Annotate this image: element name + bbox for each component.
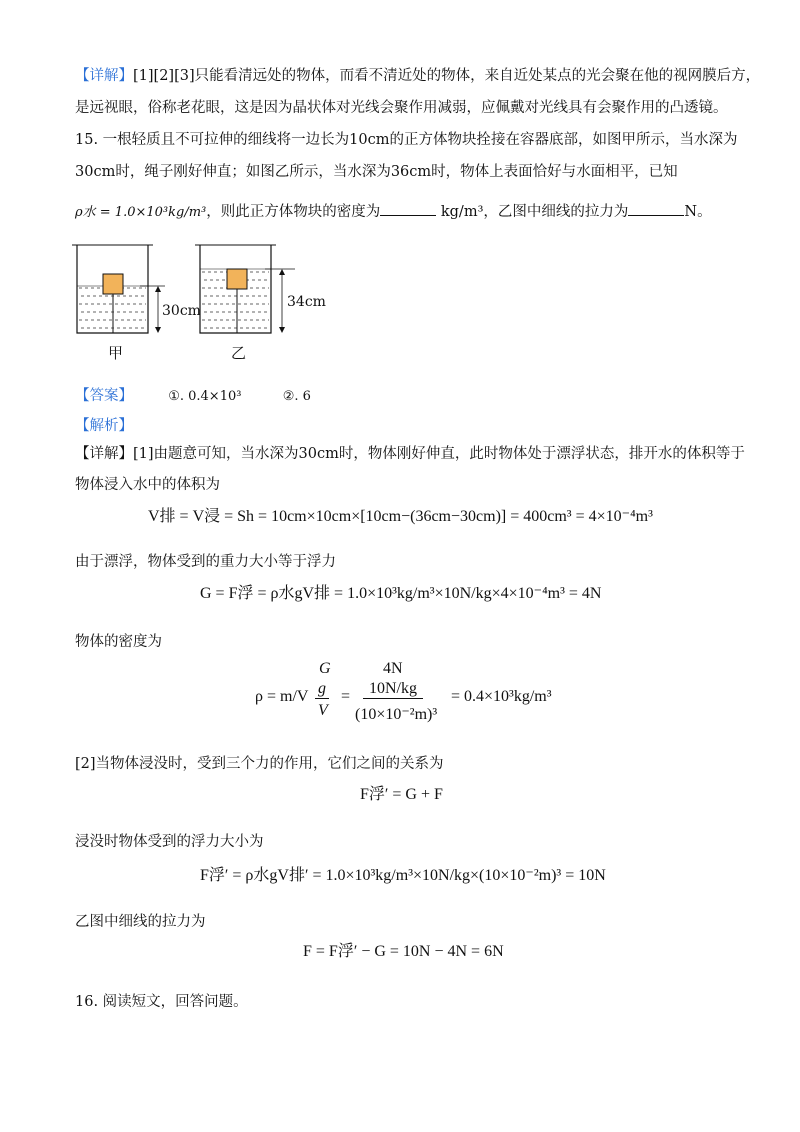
given-density: ρ水 = 1.0×10³kg/m³ (75, 205, 207, 220)
answer-blank-2[interactable] (628, 201, 684, 216)
prev-detail-line-1: 【详解】[1][2][3]只能看清远处的物体，而看不清近处的物体，来自近处某点的光会聚在他的视网膜后方， (75, 68, 761, 84)
question-15-line-2: 30cm时，绳子刚好伸直；如图乙所示，当水深为36cm时，物体上表面恰好与水面相平，已知 (75, 164, 678, 180)
density-4N: 4N (383, 660, 403, 677)
container-left (72, 245, 165, 333)
detail-tag: 【详解】 (75, 68, 133, 84)
label-34cm: 34cm (287, 294, 326, 310)
detail-line-3: 由于漂浮，物体受到的重力大小等于浮力 (75, 554, 336, 570)
detail-line-6: 浸没时物体受到的浮力大小为 (75, 834, 264, 850)
block-left (103, 274, 123, 294)
block-right (227, 269, 247, 289)
detail-line-1: 【详解】[1]由题意可知，当水深为30cm时，物体刚好伸直，此时物体处于漂浮状态，排开水的体积等于 (75, 446, 745, 462)
container-right (195, 245, 295, 333)
formula-forces: F浮′ = G + F (360, 786, 443, 803)
question-16-line-1: 16. 阅读短文，回答问题。 (75, 994, 248, 1010)
question-15-line-3: ρ水 = 1.0×10³kg/m³，则此正方体物块的密度为 kg/m³，乙图中细线的拉力为 N。 (75, 200, 712, 221)
detail-line-5: [2]当物体浸没时，受到三个力的作用，它们之间的关系为 (75, 756, 444, 772)
caption-yi: 乙 (231, 344, 247, 362)
prev-detail-line-2: 是远视眼，俗称老花眼，这是因为晶状体对光线会聚作用减弱，应佩戴对光线具有会聚作用的凸透镜。 (75, 100, 728, 116)
detail-line-7: 乙图中细线的拉力为 (75, 914, 206, 930)
density-result: = 0.4×10³kg/m³ (451, 688, 552, 705)
density-vol: (10×10⁻²m)³ (355, 706, 438, 723)
density-g: g (315, 680, 329, 699)
formula-gravity: G = F浮 = ρ水gV排 = 1.0×10³kg/m³×10N/kg×4×10⁻⁴m³ = 4N (200, 585, 602, 602)
detail-line-4: 物体的密度为 (75, 634, 162, 650)
formula-buoyancy: F浮′ = ρ水gV排′ = 1.0×10³kg/m³×10N/kg×(10×10⁻²m)³ = 10N (200, 867, 606, 884)
unit-kgm3: kg/m³ (440, 204, 484, 220)
answer-line (75, 384, 311, 405)
density-lhs: ρ = m/V (255, 688, 309, 705)
caption-jia: 甲 (108, 344, 124, 362)
answer-1: ①. 0.4×10³ (168, 389, 242, 404)
analysis-tag: 【解析】 (75, 418, 133, 434)
question-15-line-1: 15. 一根轻质且不可拉伸的细线将一边长为10cm的正方体物块拴接在容器底部，如图甲所示，当水深为 (75, 132, 738, 148)
detail-tag-2: 【详解】 (75, 446, 133, 462)
density-G: G (319, 660, 331, 677)
density-V: V (318, 702, 328, 719)
density-10Nkg: 10N/kg (363, 680, 423, 699)
detail-line-2: 物体浸入水中的体积为 (75, 477, 220, 493)
label-30cm: 30cm (162, 303, 201, 319)
formula-tension: F = F浮′ − G = 10N − 4N = 6N (303, 943, 504, 960)
answer-blank-1[interactable] (380, 201, 436, 216)
answer-tag: 【答案】 (75, 388, 133, 404)
formula-volume: V排 = V浸 = Sh = 10cm×10cm×[10cm−(36cm−30cm)] = 400cm³ = 4×10⁻⁴m³ (148, 508, 653, 525)
answer-2: ②. 6 (282, 389, 311, 404)
formula-density: G 4N ρ = m/V g V = 10N/kg (10×10⁻²m)³ = 0.4×10³kg/m³ (255, 660, 552, 723)
